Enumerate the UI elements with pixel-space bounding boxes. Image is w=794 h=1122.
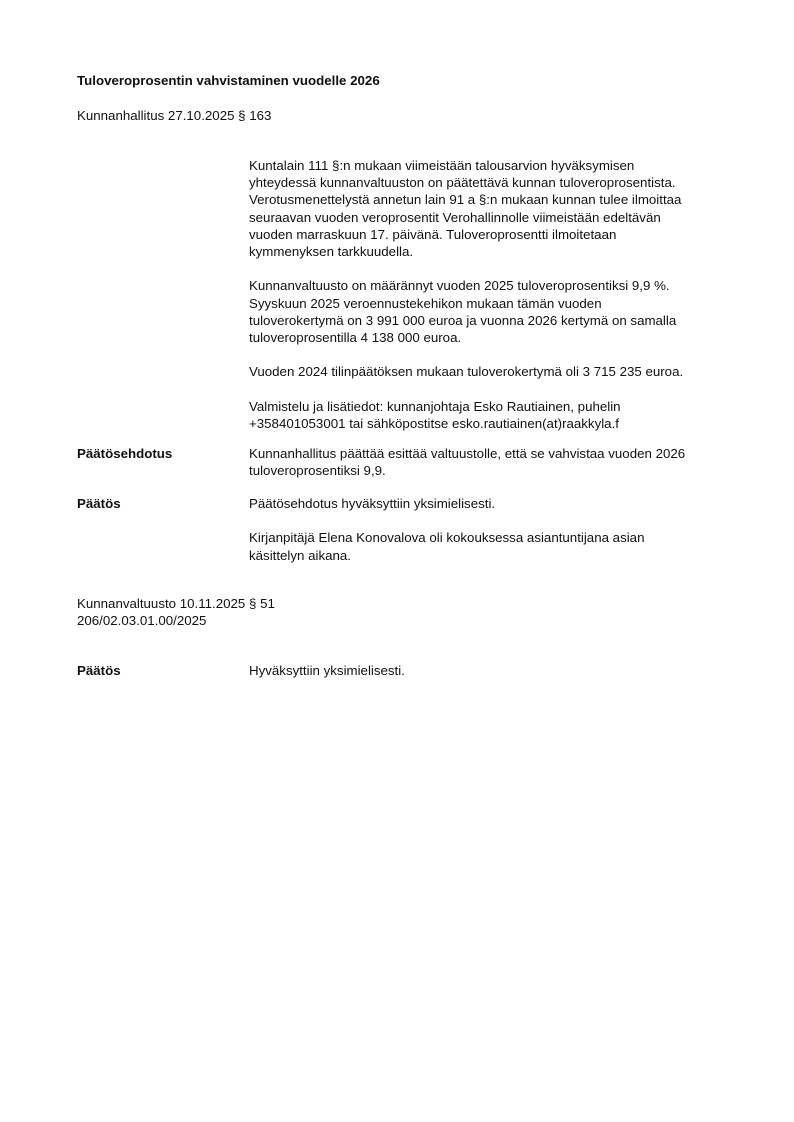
proposal-content: [249, 445, 735, 479]
board-decision-content: [249, 495, 735, 564]
council-record-number: 206/02.03.01.00/2025: [77, 613, 207, 628]
board-decision-label: Päätös: [77, 496, 121, 511]
board-decision-text: Päätösehdotus hyväksyttiin yksimielisesti.: [249, 496, 496, 511]
proposal-label: Päätösehdotus: [77, 446, 173, 461]
document-title: Tuloveroprosentin vahvistaminen vuodelle 2026: [77, 73, 380, 88]
council-meeting-header: Kunnanvaltuusto 10.11.2025 § 51: [77, 596, 275, 611]
council-decision-content: [249, 662, 735, 679]
proposal-text: Kunnanhallitus päättää esittää valtuustolle, että se vahvistaa vuoden 2026 tuloveroprosentiksi 9,9.: [249, 446, 686, 479]
intro-paragraph-forecast: Kunnanvaltuusto on määrännyt vuoden 2025 tuloveroprosentiksi 9,9 %. Syyskuun 2025 veroennustekehikon mukaan tämän vuoden tuloverokertymä on 3 991 000 euroa ja vuonna 2026 kertymä on samalla tuloveroprosentilla 4 138 000 euroa.: [249, 278, 677, 346]
board-decision-expert-note: Kirjanpitäjä Elena Konovalova oli kokouksessa asiantuntijana asian käsittelyn aikana.: [249, 530, 645, 563]
board-meeting-header: Kunnanhallitus 27.10.2025 § 163: [77, 108, 272, 123]
intro-paragraph-contact-info: Valmistelu ja lisätiedot: kunnanjohtaja Esko Rautiainen, puhelin +358401053001 tai sähköpostitse esko.rautiainen(at)raakkyla.f: [249, 398, 621, 431]
board-intro-content: [249, 157, 735, 432]
intro-paragraph-financial-statement: Vuoden 2024 tilinpäätöksen mukaan tuloverokertymä oli 3 715 235 euroa.: [249, 364, 684, 380]
council-decision-text: Hyväksyttiin yksimielisesti.: [249, 663, 405, 678]
intro-paragraph-legal-basis: Kuntalain 111 §:n mukaan viimeistään talousarvion hyväksymisen yhteydessä kunnanvaltuuston on päätettävä kunnan tuloveroprosentista. Verotusmenettelystä annetun lain 91 a §:n mukaan kunnan tulee ilmoittaa seuraavan vuoden veroprosentit Verohallinnolle viimeistään edeltävän vuoden marraskuun 17. päivänä. Tuloveroprosentti ilmoitetaan kymmenyksen tarkkuudella.: [249, 158, 682, 260]
council-decision-label: Päätös: [77, 663, 121, 678]
